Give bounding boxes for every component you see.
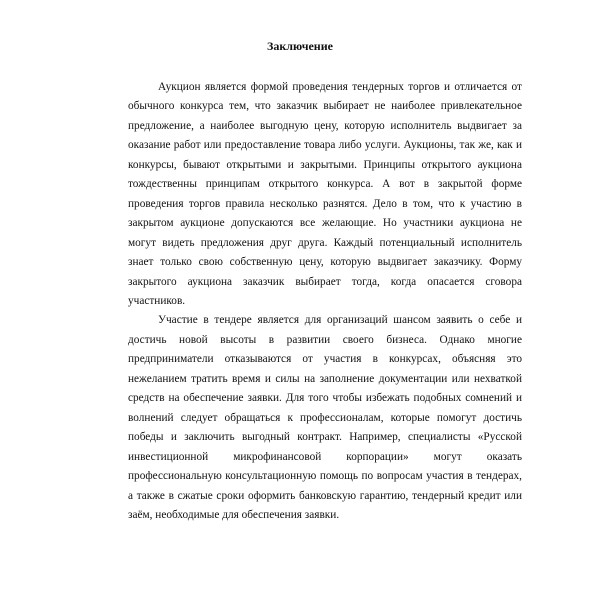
paragraph-tender-participation: Участие в тендере является для организаций шансом заявить о себе и достичь новой высоты в развитии своего бизнеса. Однако многие предприниматели отказываются от участия в конкурсах, объясняя это нежеланием тратить время и силы на заполнение документации или нехваткой средств на обеспечение заявки. Для того чтобы избежать подобных сомнений и волнений следует обращаться к профессионалам, которые помогут достичь победы и заключить выгодный контракт. Например, специалисты «Русской инвестиционной микрофинансовой корпорации» могут оказать профессиональную консультационную помощь по вопросам участия в тендерах, а также в сжатые сроки оформить банковскую гарантию, тендерный кредит или заём, необходимые для обеспечения заявки.: [128, 314, 522, 521]
page-title: Заключение: [267, 39, 333, 53]
paragraph-auction: Аукцион является формой проведения тендерных торгов и отличается от обычного конкурса тем, что заказчик выбирает не наиболее привлекательное предложение, а наиболее выгодную цену, которую исполнитель выдвигает за оказание работ или предоставление товара либо услуги. Аукционы, так же, как и конкурсы, бывают открытыми и закрытыми. Принципы открытого аукциона тождественны принципам открытого конкурса. А вот в закрытой форме проведения торгов правила несколько разнятся. Дело в том, что к участию в закрытом аукционе допускаются все желающие. Но участники аукциона не могут видеть предложения друг друга. Каждый потенциальный исполнитель знает только свою собственную цену, которую выдвигает заказчику. Форму закрытого аукциона заказчик выбирает тогда, когда опасается сговора участников.: [128, 81, 522, 307]
document-body: [128, 78, 522, 525]
